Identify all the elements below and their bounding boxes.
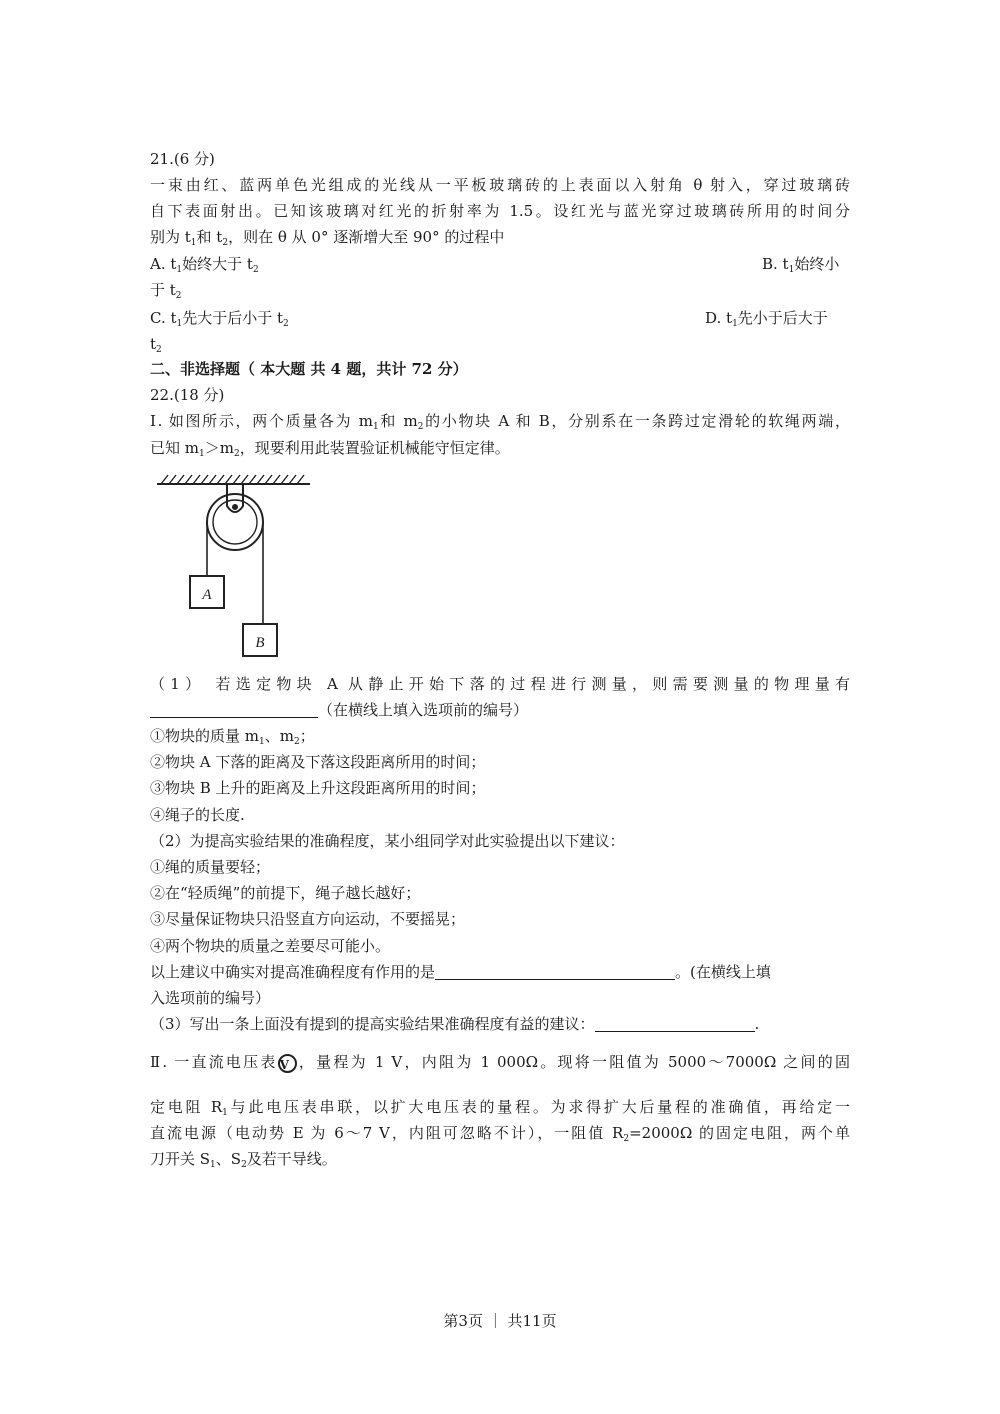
answer-blank-2[interactable] xyxy=(435,963,675,980)
q22-q2-option3: ③尽量保证物块只沿竖直方向运动，不要摇晃； xyxy=(150,910,466,928)
q22-q2-option2: ②在“轻质绳”的前提下，绳子越长越好； xyxy=(150,884,421,902)
q21-option-c: C. $t_1$先大于后小于 $t_2$ xyxy=(150,309,289,329)
q22-header: 22.(18 分) xyxy=(150,386,225,404)
q22-q2-option4: ④两个物块的质量之差要尽可能小。 xyxy=(150,937,391,955)
voltmeter-icon: V xyxy=(278,1054,297,1073)
pulley-wheel xyxy=(207,494,263,550)
block-a-label: A xyxy=(202,587,212,603)
q21-option-a: A. $t_1$始终大于 $t_2$ xyxy=(150,255,259,275)
q21-header: 21.(6 分) xyxy=(150,150,215,168)
q21-option-b: B. $t_1$始终小 xyxy=(762,255,840,275)
ceiling xyxy=(157,475,310,484)
answer-blank-3[interactable] xyxy=(595,1015,755,1032)
q22-q3: （3）写出一条上面没有提到的提高实验结果准确程度有益的建议： . xyxy=(150,1015,760,1033)
q21-stem-line2: 自下表面射出。已知该玻璃对红光的折射率为 1.5。设红光与蓝光穿过玻璃砖所用的时间分 xyxy=(150,202,850,220)
q22-q1-line1: （1） 若选定物块 A 从静止开始下落的过程进行测量，则需要测量的物理量有 xyxy=(150,675,850,693)
block-b-label: B xyxy=(255,635,265,651)
page-footer: 第3页 ｜ 共11页 xyxy=(443,1312,557,1330)
q22-q2-line3: 入选项前的编号） xyxy=(150,989,271,1007)
q22-q1-option2: ②物块 A 下落的距离及下落这段距离所用的时间； xyxy=(150,753,486,771)
q22-q2-line1: （2）为提高实验结果的准确程度，某小组同学对此实验提出以下建议： xyxy=(150,832,625,850)
q22-part1-line2: 已知 $m_1>m_2$，现要利用此装置验证机械能守恒定律。 xyxy=(150,439,510,459)
q22-part2-line3: 直流电源（电动势 E 为 6～7 V，内阻可忽略不计），一阻值 $R_2=2000\Omega$ 的固定电阻，两个单 xyxy=(150,1124,850,1144)
q22-part2-line2: 定电阻 $R_1$与此电压表串联，以扩大电压表的量程。为求得扩大后量程的准确值，再给定一 xyxy=(150,1098,851,1118)
q22-part2-line1: Ⅱ. 一直流电压表 V ，量程为 1 V，内阻为 1 000Ω。现将一阻值为 5000～7000Ω 之间的固 xyxy=(150,1053,850,1072)
q22-part2-line4: 刀开关 $S_1$、$S_2$及若干导线。 xyxy=(150,1150,337,1170)
pulley-diagram xyxy=(155,470,320,665)
q21-option-b-cont: 于 $t_2$ xyxy=(150,281,182,301)
q22-q2-line2: 以上建议中确实对提高准确程度有作用的是 。(在横线上填 xyxy=(150,963,771,981)
q21-option-d-cont: $t_2$ xyxy=(150,335,162,355)
pulley-axle xyxy=(232,504,238,510)
q21-stem-line1: 一束由红、蓝两单色光组成的光线从一平板玻璃砖的上表面以入射角 θ 射入，穿过玻璃砖 xyxy=(150,176,850,194)
answer-blank-1[interactable] xyxy=(150,701,318,718)
q21-stem-line3: 别为 $t_1$和 $t_2$，则在 θ 从 0° 逐渐增大至 90° 的过程中 xyxy=(150,228,505,248)
q22-q1-line2: （在横线上填入选项前的编号） xyxy=(150,698,528,722)
q22-q1-option3: ③物块 B 上升的距离及上升这段距离所用的时间； xyxy=(150,779,486,797)
q22-q1-option1: ①物块的质量 $m_1$、$m_2$； xyxy=(150,727,315,747)
q22-part1-line1: Ⅰ. 如图所示，两个质量各为 $m_1$和 $m_2$的小物块 A 和 B，分别系在一条跨过定滑轮的软绳两端， xyxy=(150,412,850,432)
q22-q2-option1: ①绳的质量要轻； xyxy=(150,858,271,876)
section-2-title: 二、非选择题（ 本大题 共 4 题，共计 72 分） xyxy=(150,360,468,378)
q21-option-d: D. $t_1$先小于后大于 xyxy=(705,309,828,329)
q22-q1-option4: ④绳子的长度. xyxy=(150,806,245,824)
